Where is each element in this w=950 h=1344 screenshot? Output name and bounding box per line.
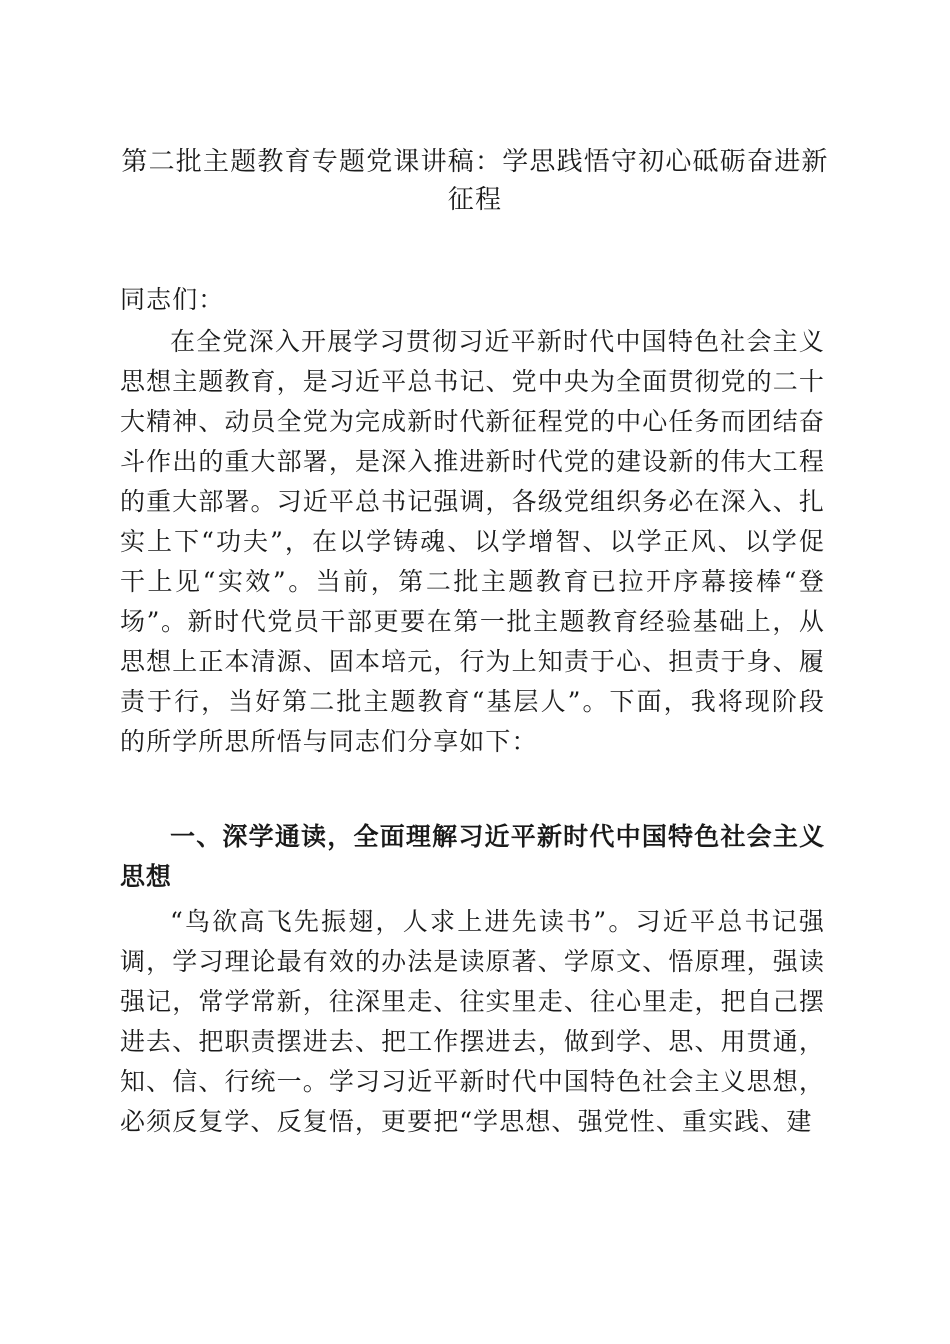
paragraph-intro: 在全党深入开展学习贯彻习近平新时代中国特色社会主义思想主题教育，是习近平总书记、党中央为全面贯彻党的二十大精神、动员全党为完成新时代新征程党的中心任务而团结奋斗作出的重大部署，是深入推进新时代党的建设新的伟大工程的重大部署。习近平总书记强调，各级党组织务必在深入、扎实上下“功夫”，在以学铸魂、以学增智、以学正风、以学促干上见“实效”。当前，第二批主题教育已拉开序幕接棒“登场”。新时代党员干部更要在第一批主题教育经验基础上，从思想上正本清源、固本培元，行为上知责于心、担责于身、履责于行，当好第二批主题教育“基层人”。下面，我将现阶段的所学所思所悟与同志们分享如下： xyxy=(120,327,825,756)
section-heading-1: 一、深学通读，全面理解习近平新时代中国特色社会主义思想 xyxy=(120,822,825,891)
paragraph-section-1: “鸟欲高飞先振翅，人求上进先读书”。习近平总书记强调，学习理论最有效的办法是读原著、学原文、悟原理，强读强记，常学常新，往深里走、往实里走、往心里走，把自己摆进去、把职责摆进去、把工作摆进去，做到学、思、用贯通，知、信、行统一。学习习近平新时代中国特色社会主义思想，必须反复学、反复悟，更要把“学思想、强党性、重实践、建 xyxy=(120,907,825,1136)
document-title: 第二批主题教育专题党课讲稿：学思践悟守初心砥砺奋进新征程 xyxy=(121,147,829,215)
salutation: 同志们： xyxy=(120,285,225,314)
